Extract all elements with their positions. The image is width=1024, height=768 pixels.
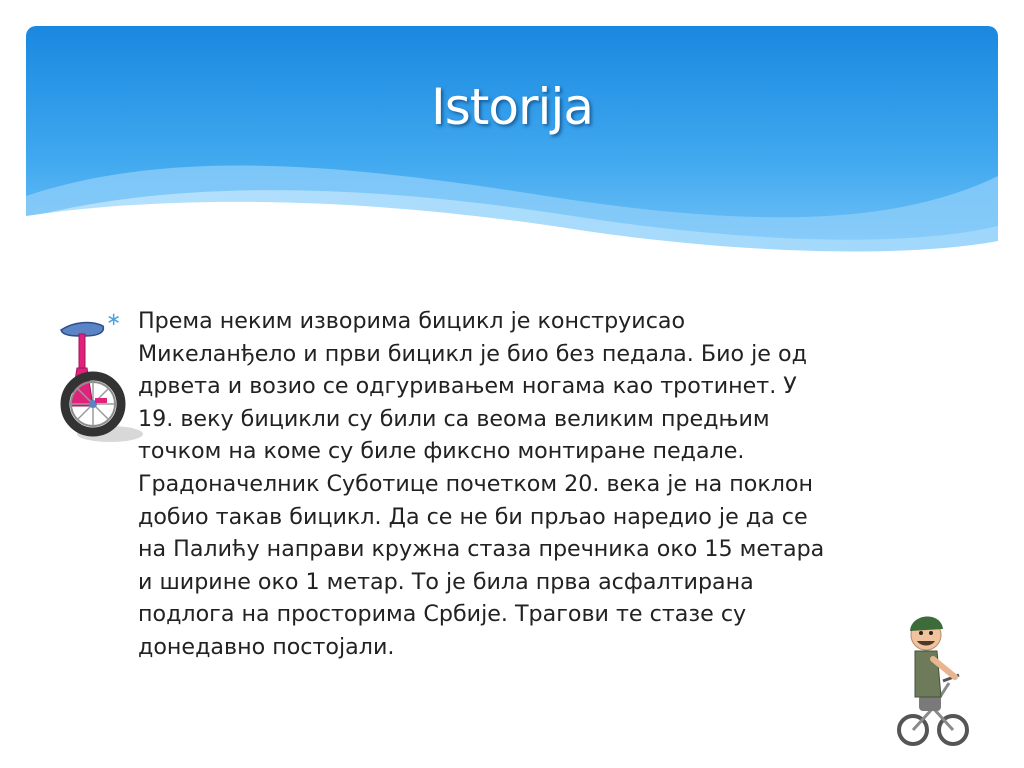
body-line: 19. веку бицикли су били са веома великим предњим bbox=[138, 405, 770, 432]
body-line: Градоначелник Суботице почетком 20. века је на поклон bbox=[138, 470, 813, 497]
body-line: Микеланђело и први бицикл је био без педала. Био је од bbox=[138, 340, 807, 367]
body-line: донедавно постојали. bbox=[138, 633, 395, 660]
body-line: Према неким изворима бицикл је конструисао bbox=[138, 308, 686, 334]
bullet-icon: ∗ bbox=[106, 309, 122, 330]
body-line: добио такав бицикл. Да се не би прљао наредио је да се bbox=[138, 503, 808, 530]
body-line: точком на коме су биле фиксно монтиране педале. bbox=[138, 438, 745, 465]
body-line: на Палићу направи кружна стаза пречника око 15 метара bbox=[138, 536, 825, 563]
body-line: и ширине око 1 метар. То је била прва асфалтирана bbox=[138, 568, 754, 595]
slide-title: Istorija bbox=[431, 78, 593, 136]
wave-background bbox=[26, 26, 998, 266]
body-paragraph bbox=[138, 305, 928, 664]
unicycle-icon bbox=[55, 308, 145, 448]
header-banner bbox=[26, 26, 998, 266]
body-line: подлога на просторима Србије. Трагови те стазе су bbox=[138, 601, 747, 628]
cyclist-icon bbox=[893, 603, 973, 753]
body-line: дрвета и возио се одгуривањем ногама као тротинет. У bbox=[138, 373, 797, 400]
